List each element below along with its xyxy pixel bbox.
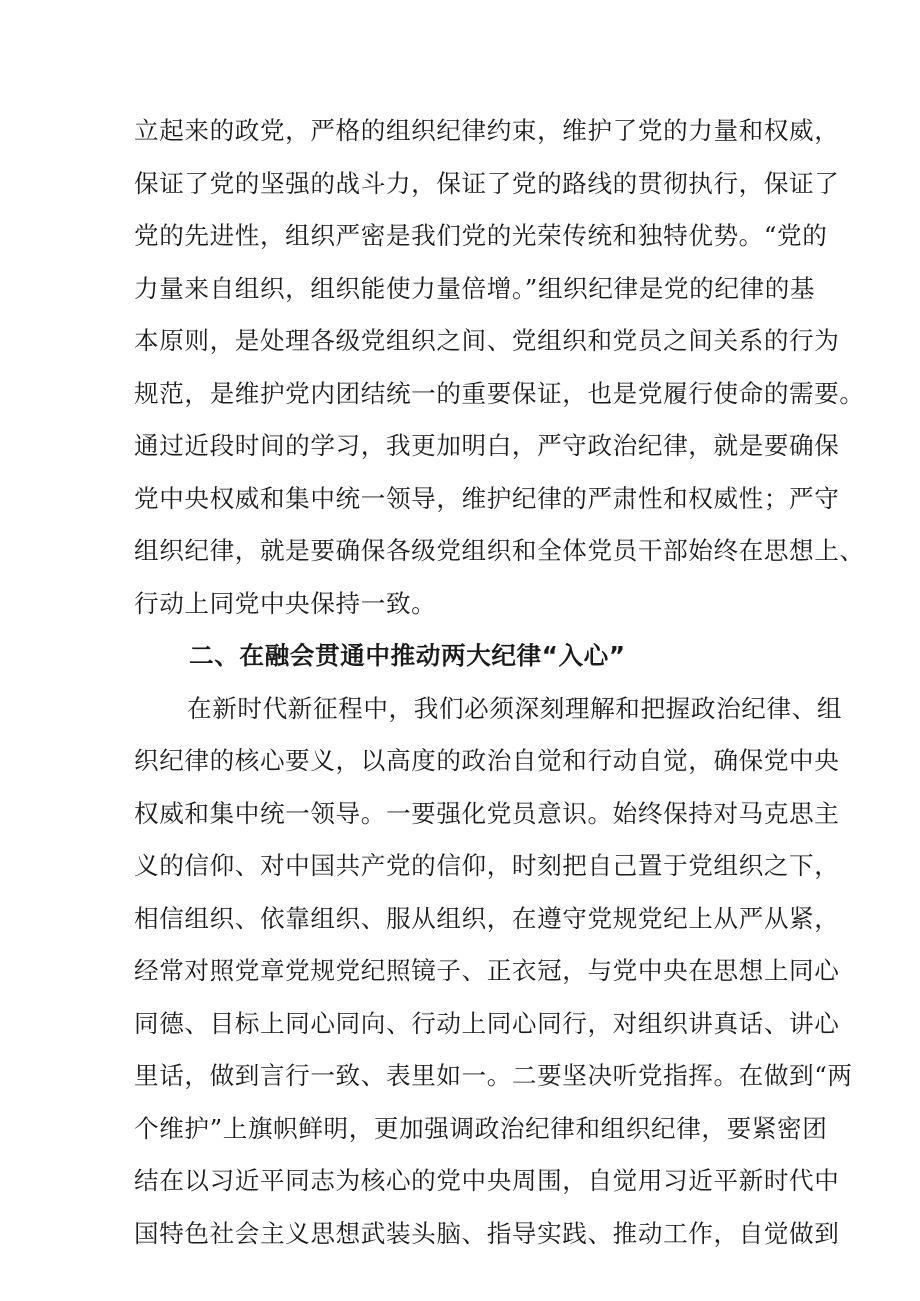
paragraph-line: 个维护”上旗帜鲜明，更加强调政治纪律和组织纪律，要紧密团: [134, 1113, 828, 1143]
document-body: [134, 105, 865, 1260]
paragraph-line: 通过近段时间的学习，我更加明白，严守政治纪律，就是要确保: [134, 431, 840, 460]
paragraph-line: 经常对照党章党规党纪照镜子、正衣冠，与党中央在思想上同心: [134, 956, 840, 985]
paragraph-line: 保证了党的坚强的战斗力，保证了党的路线的贯彻执行，保证了: [134, 168, 840, 198]
paragraph-line: 同德、目标上同心同向、行动上同心同行，对组织讲真话、讲心: [134, 1008, 840, 1038]
paragraph-line: 在新时代新征程中，我们必须深刻理解和把握政治纪律、组: [187, 693, 843, 723]
paragraph-line: 权威和集中统一领导。一要强化党员意识。始终保持对马克思主: [134, 798, 840, 828]
paragraph-line: 里话，做到言行一致、表里如一。二要坚决听党指挥。在做到“两: [134, 1061, 853, 1090]
section-heading: 二、在融会贯通中推动两大纪律“入心”: [189, 641, 626, 670]
paragraph-line: 规范，是维护党内团结统一的重要保证，也是党履行使命的需要。: [134, 378, 865, 408]
paragraph-line: 国特色社会主义思想武装头脑、指导实践、推动工作，自觉做到: [134, 1218, 840, 1248]
paragraph-line: 力量来自组织，组织能使力量倍增。”组织纪律是党的纪律的基: [134, 273, 816, 303]
paragraph-line: 党中央权威和集中统一领导，维护纪律的严肃性和权威性；严守: [134, 483, 840, 513]
paragraph-line: 织纪律的核心要义，以高度的政治自觉和行动自觉，确保党中央: [134, 746, 840, 775]
paragraph-line: 立起来的政党，严格的组织纪律约束，维护了党的力量和权威，: [134, 116, 840, 145]
paragraph-line: 行动上同党中央保持一致。: [134, 588, 437, 618]
paragraph-line: 结在以习近平同志为核心的党中央周围，自觉用习近平新时代中: [134, 1166, 840, 1195]
paragraph-line: 义的信仰、对中国共产党的信仰，时刻把自己置于党组织之下，: [134, 851, 840, 880]
paragraph-line: 本原则，是处理各级党组织之间、党组织和党员之间关系的行为: [134, 326, 840, 355]
paragraph-line: 相信组织、依靠组织、服从组织，在遵守党规党纪上从严从紧，: [134, 903, 840, 933]
paragraph-line: 党的先进性，组织严密是我们党的光荣传统和独特优势。“党的: [134, 221, 828, 250]
paragraph-line: 组织纪律，就是要确保各级党组织和全体党员干部始终在思想上、: [134, 536, 865, 565]
